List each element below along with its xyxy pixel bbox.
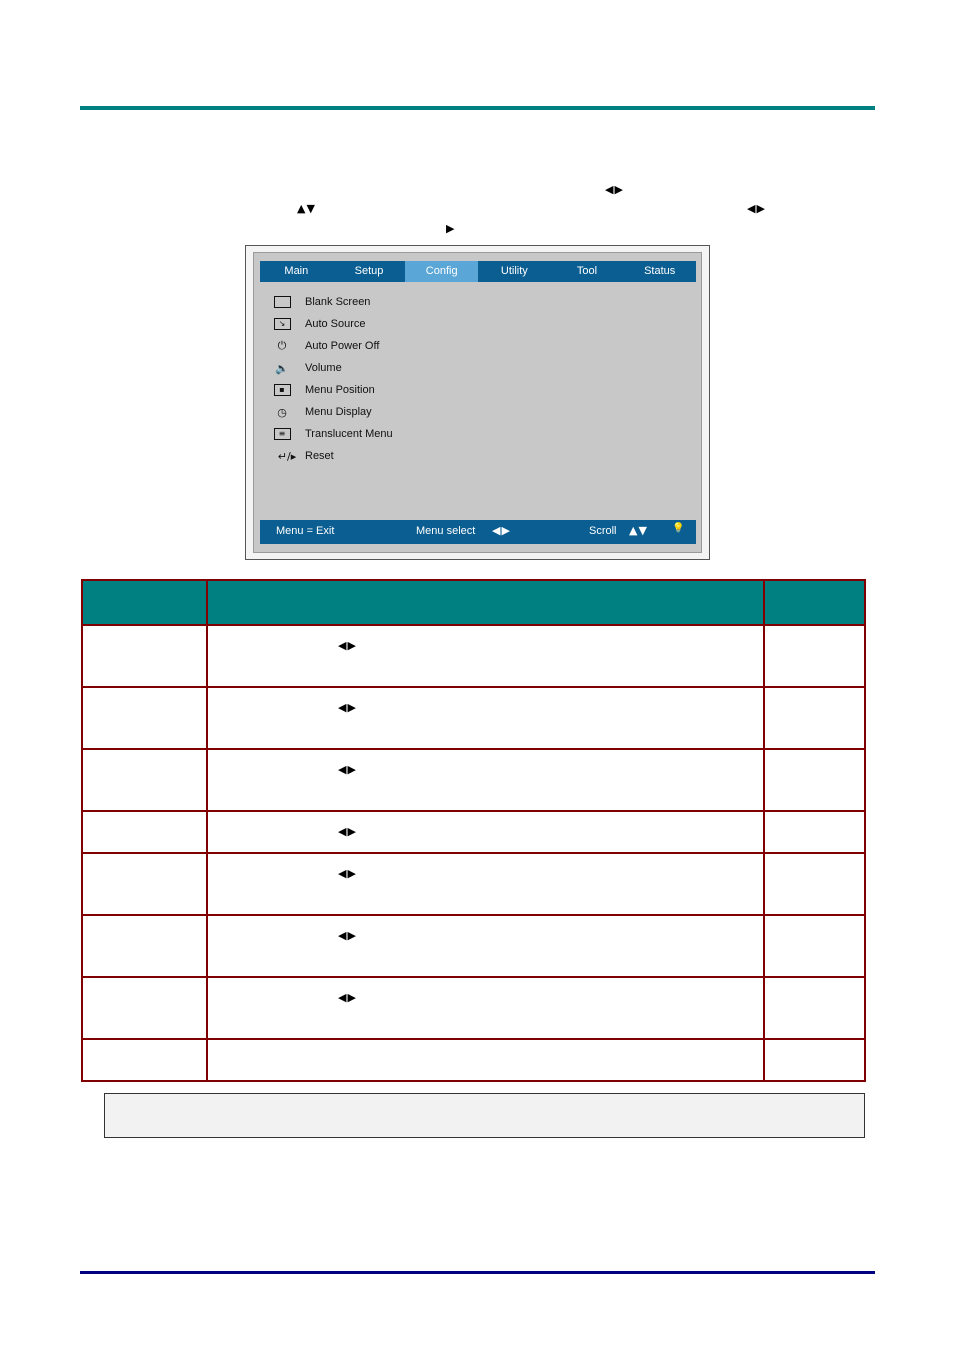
table-cell — [764, 1039, 865, 1081]
auto-source-icon: ↘ — [272, 317, 292, 331]
left-right-arrows-icon: ◀▶ — [338, 991, 357, 1004]
table-cell — [82, 1039, 207, 1081]
table-row — [82, 749, 865, 811]
auto-power-off-icon: ⏻ — [277, 339, 287, 352]
settings-table — [81, 579, 866, 1082]
tab-tool[interactable]: Tool — [576, 265, 598, 277]
table-cell — [764, 853, 865, 915]
table-cell — [82, 977, 207, 1039]
menu-item-auto-power-off[interactable] — [272, 337, 379, 355]
footer-rule — [80, 1271, 875, 1274]
menu-item-translucent-menu[interactable] — [272, 425, 393, 443]
menu-select-hint: Menu select — [416, 525, 476, 537]
table-cell — [207, 687, 764, 749]
tab-utility[interactable]: Utility — [500, 265, 528, 277]
table-row — [82, 687, 865, 749]
table-row — [82, 977, 865, 1039]
table-cell — [82, 853, 207, 915]
table-cell — [207, 853, 764, 915]
right-arrow-icon: ▶ — [446, 222, 456, 235]
menu-item-volume[interactable] — [272, 359, 342, 377]
osd-menu — [253, 252, 702, 553]
bulb-icon: 💡 — [672, 523, 685, 534]
osd-footer — [260, 520, 696, 544]
scroll-hint: Scroll — [589, 525, 617, 537]
table-cell — [207, 1039, 764, 1081]
menu-display-icon: ◷ — [277, 405, 287, 419]
left-right-arrows-icon: ◀▶ — [338, 701, 357, 714]
menu-item-label: Volume — [305, 362, 342, 374]
table-cell — [764, 915, 865, 977]
table-cell — [207, 749, 764, 811]
menu-item-menu-display[interactable] — [272, 403, 372, 421]
table-cell — [207, 625, 764, 687]
up-down-arrows-icon: ▲▼ — [629, 524, 648, 537]
left-right-arrows-icon: ◀▶ — [492, 524, 511, 537]
left-right-arrows-icon: ◀▶ — [338, 825, 357, 838]
table-cell — [207, 915, 764, 977]
left-right-arrows-icon: ◀▶ — [338, 639, 357, 652]
volume-icon: 🔈 — [275, 361, 289, 375]
table-row — [82, 625, 865, 687]
table-cell — [207, 811, 764, 853]
blank-screen-icon — [272, 295, 292, 309]
tab-status[interactable]: Status — [644, 265, 676, 277]
menu-item-label: Menu Position — [305, 384, 375, 396]
column-header-description — [207, 580, 764, 625]
left-right-arrows-icon: ◀▶ — [338, 763, 357, 776]
menu-item-label: Auto Power Off — [305, 340, 380, 352]
table-row — [82, 811, 865, 853]
column-header-default — [764, 580, 865, 625]
enter-right-icon: ↵/▸ — [277, 449, 297, 463]
menu-item-label: Auto Source — [305, 318, 366, 330]
table-cell — [82, 625, 207, 687]
column-header-item — [82, 580, 207, 625]
table-cell — [82, 749, 207, 811]
menu-item-blank-screen[interactable] — [272, 293, 370, 311]
table-cell — [207, 977, 764, 1039]
tab-main[interactable]: Main — [284, 265, 309, 277]
menu-item-label: Translucent Menu — [305, 428, 393, 440]
menu-item-label: Blank Screen — [305, 296, 371, 308]
table-cell — [764, 811, 865, 853]
translucent-menu-icon: ≡ — [272, 427, 292, 441]
left-right-arrows-icon: ◀▶ — [338, 929, 357, 942]
table-cell — [764, 625, 865, 687]
osd-tab-bar — [260, 261, 696, 282]
table-cell — [764, 687, 865, 749]
menu-item-auto-source[interactable] — [272, 315, 366, 333]
menu-exit-hint: Menu = Exit — [276, 525, 335, 537]
note-box — [104, 1093, 865, 1138]
header-rule — [80, 106, 875, 110]
table-header-row — [82, 580, 865, 625]
menu-item-label: Reset — [305, 450, 334, 462]
osd-screenshot — [245, 245, 710, 560]
table-row — [82, 1039, 865, 1081]
menu-item-label: Menu Display — [305, 406, 372, 418]
left-right-arrows-icon: ◀▶ — [605, 183, 624, 196]
tab-setup[interactable]: Setup — [354, 265, 384, 277]
left-right-arrows-icon: ◀▶ — [747, 202, 766, 215]
table-cell — [764, 749, 865, 811]
menu-position-icon: ▪ — [272, 383, 292, 397]
table-cell — [82, 687, 207, 749]
left-right-arrows-icon: ◀▶ — [338, 867, 357, 880]
tab-config[interactable]: Config — [405, 261, 478, 282]
table-row — [82, 915, 865, 977]
table-cell — [764, 977, 865, 1039]
menu-item-reset[interactable] — [272, 447, 334, 465]
menu-item-menu-position[interactable] — [272, 381, 375, 399]
table-cell — [82, 915, 207, 977]
up-down-arrows-icon: ▲▼ — [297, 202, 316, 215]
table-row — [82, 853, 865, 915]
table-cell — [82, 811, 207, 853]
